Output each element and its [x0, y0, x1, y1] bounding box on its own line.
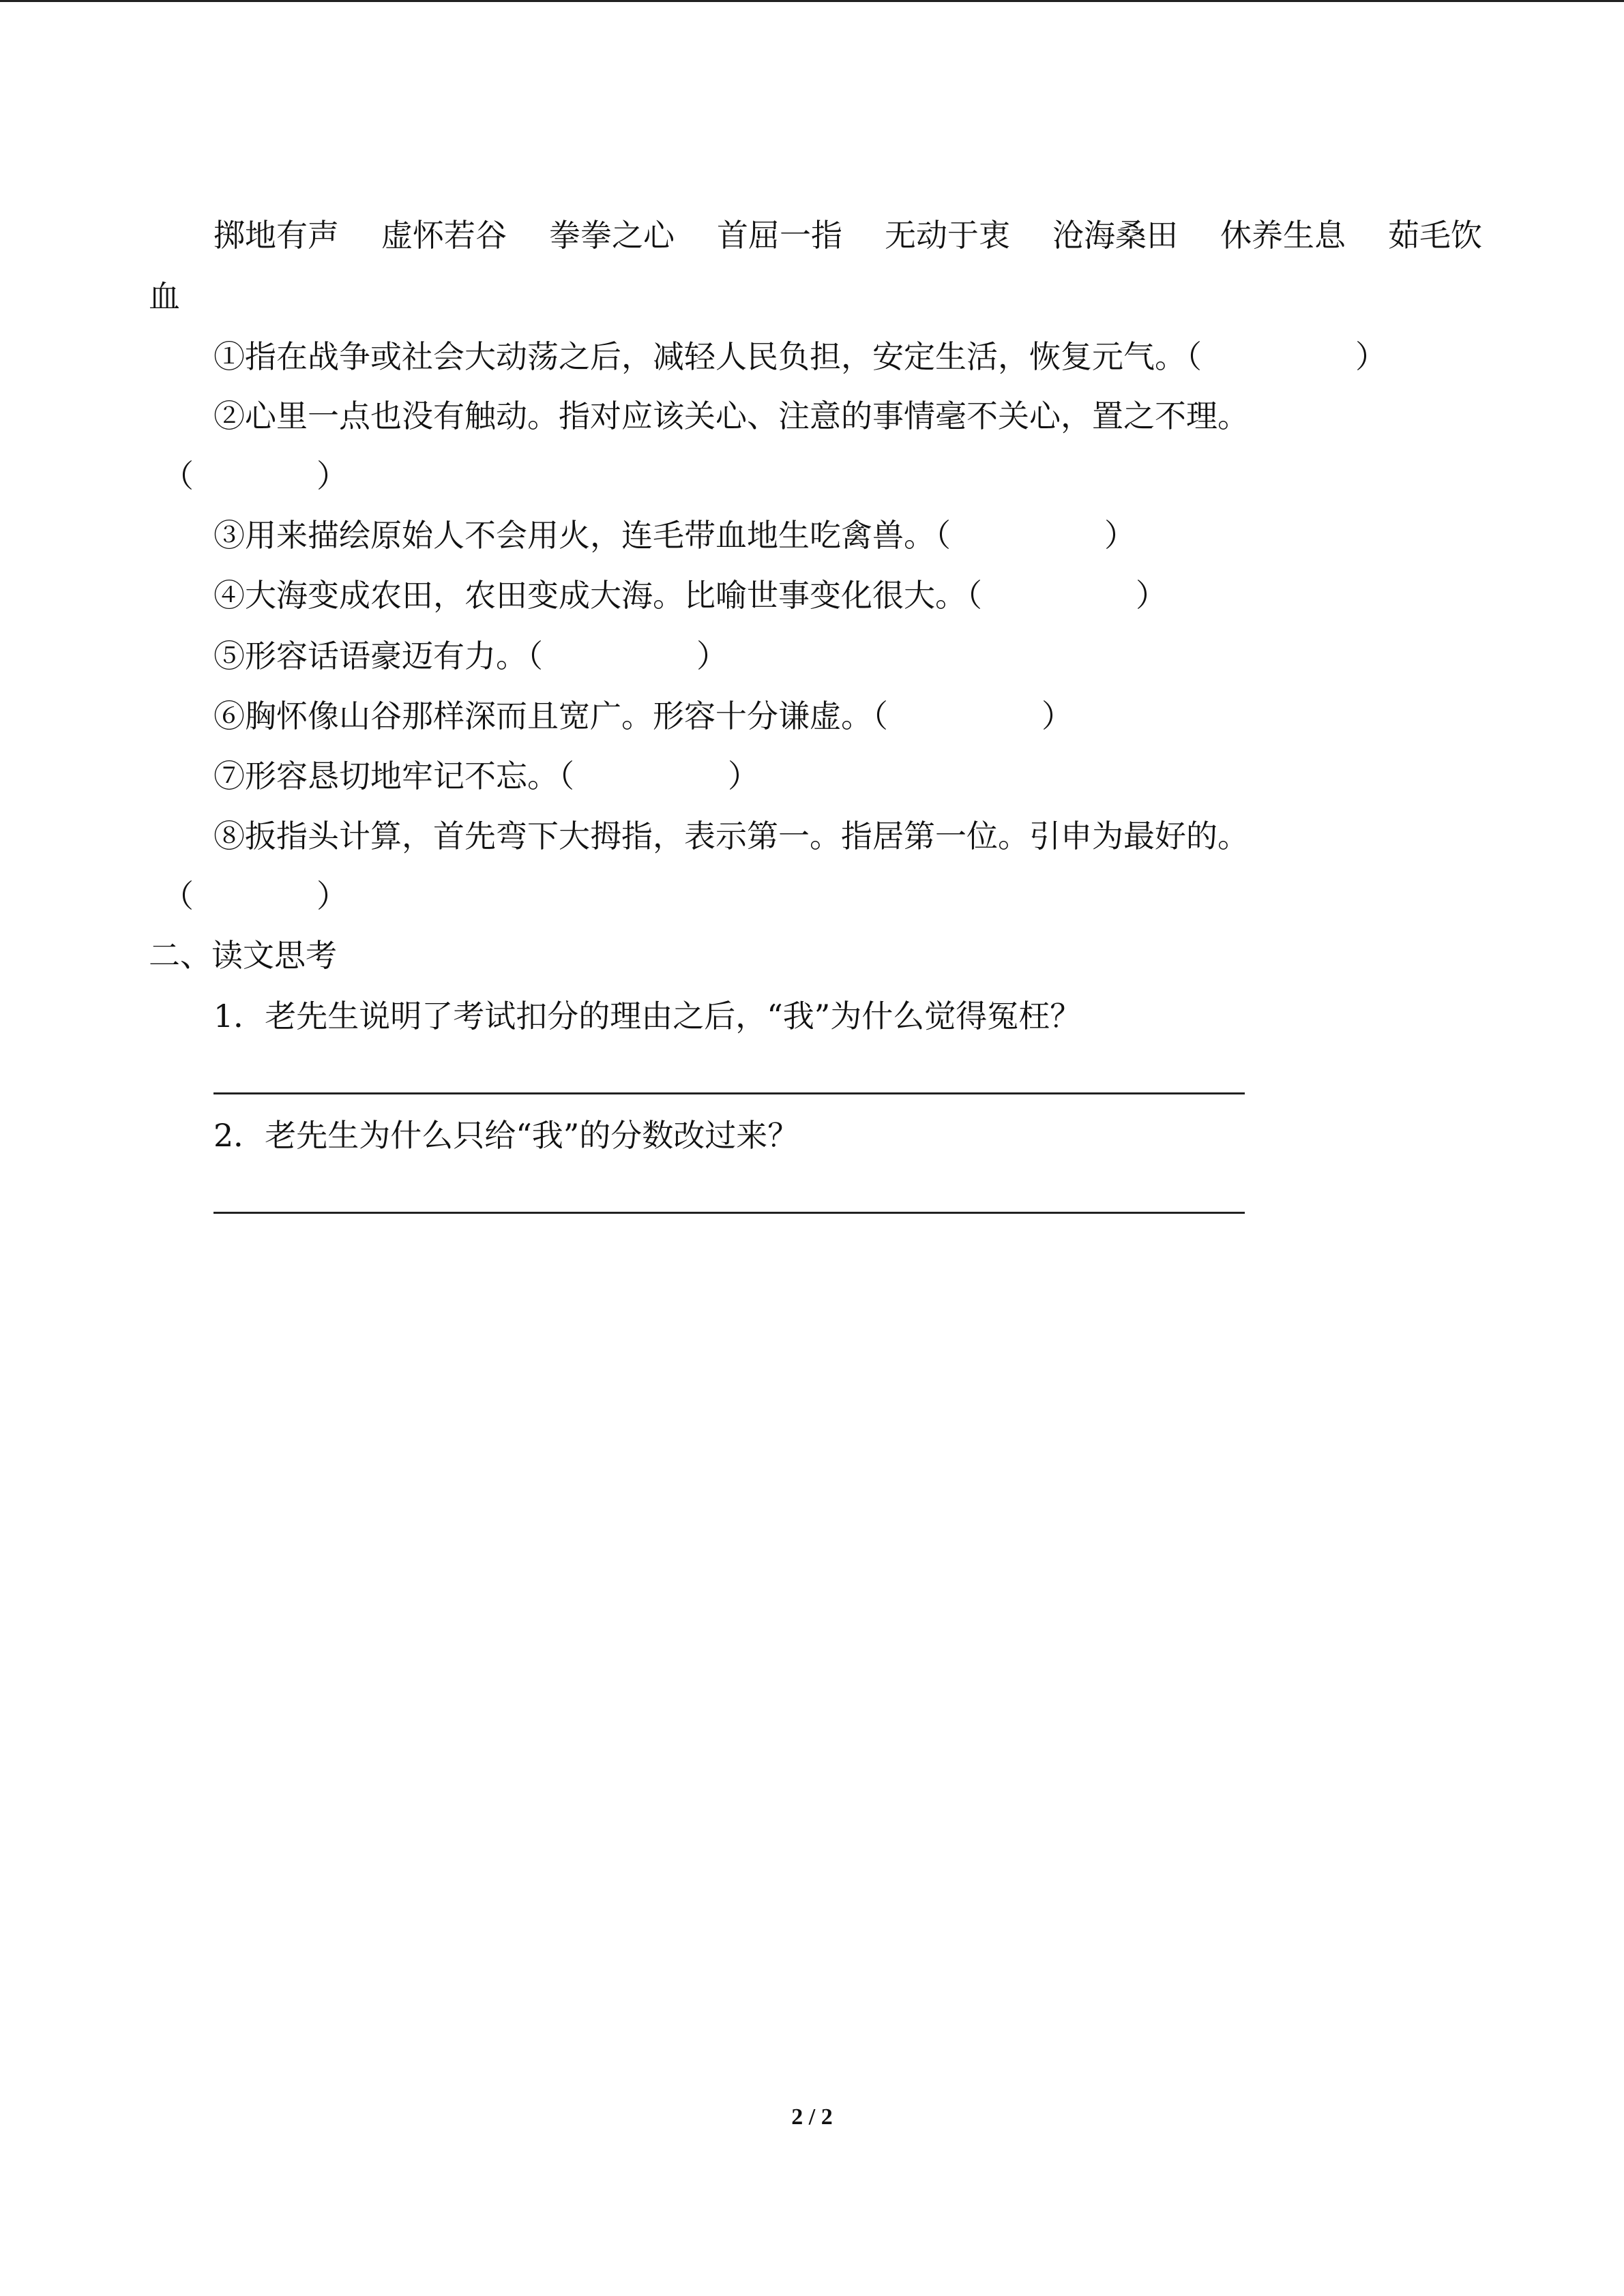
close-paren: ） — [1355, 338, 1387, 375]
word-bank-item: 掷地有声 — [213, 217, 339, 254]
word-bank-item: 休养生息 — [1220, 217, 1346, 254]
question-2: 2．老先生为什么只给“我”的分数改过来？ — [213, 1117, 799, 1154]
definition-1 — [213, 336, 1387, 377]
page-number: 2 / 2 — [791, 2104, 833, 2130]
open-paren: （ — [162, 458, 194, 494]
question-1: 1．老先生说明了考试扣分的理由之后，“我”为什么觉得冤枉？ — [213, 998, 1082, 1034]
definition-text: ⑧扳指头计算，首先弯下大拇指，表示第一。指居第一位。引申为最好的。 — [213, 818, 1249, 854]
word-bank-item: 沧海桑田 — [1052, 217, 1178, 254]
idiom-word-bank — [213, 215, 1482, 256]
close-paren: ） — [696, 638, 728, 674]
word-bank-item: 无动于衷 — [885, 217, 1010, 254]
definition-8 — [213, 816, 1249, 856]
close-paren: ） — [1104, 517, 1136, 554]
definition-6 — [213, 696, 1073, 736]
definition-2-answer — [162, 456, 348, 496]
close-paren: ） — [1136, 577, 1167, 614]
definition-text: ⑥胸怀像山谷那样深而且宽广。形容十分谦虚。（ — [213, 698, 888, 734]
definition-8-answer — [162, 876, 348, 916]
definition-2 — [213, 396, 1249, 436]
definition-3 — [213, 515, 1136, 556]
close-paren: ） — [1042, 698, 1073, 734]
answer-line-1[interactable] — [213, 1092, 1245, 1094]
definition-4 — [213, 575, 1167, 616]
definition-5 — [213, 636, 728, 676]
word-bank-item: 虚怀若谷 — [381, 217, 507, 254]
definition-text: ②心里一点也没有触动。指对应该关心、注意的事情毫不关心，置之不理。 — [213, 398, 1249, 434]
word-bank-item: 首屈一指 — [717, 217, 842, 254]
word-bank-item: 拳拳之心 — [549, 217, 675, 254]
definition-text: ⑦形容恳切地牢记不忘。（ — [213, 758, 574, 794]
definition-7 — [213, 756, 759, 796]
word-bank-item: 茹毛饮 — [1388, 217, 1482, 254]
answer-line-2[interactable] — [213, 1212, 1245, 1214]
definition-text: ④大海变成农田，农田变成大海。比喻世事变化很大。（ — [213, 577, 982, 614]
definition-text: ①指在战争或社会大动荡之后，减轻人民负担，安定生活，恢复元气。（ — [213, 338, 1202, 375]
close-paren: ） — [316, 878, 348, 914]
close-paren: ） — [728, 758, 759, 794]
definition-text: ⑤形容话语豪迈有力。（ — [213, 638, 543, 674]
close-paren: ） — [316, 458, 348, 494]
definition-text: ③用来描绘原始人不会用火，连毛带血地生吃禽兽。（ — [213, 517, 951, 554]
section-heading: 二、读文思考 — [149, 937, 337, 974]
word-bank-wrap: 血 — [149, 278, 180, 315]
open-paren: （ — [162, 878, 194, 914]
